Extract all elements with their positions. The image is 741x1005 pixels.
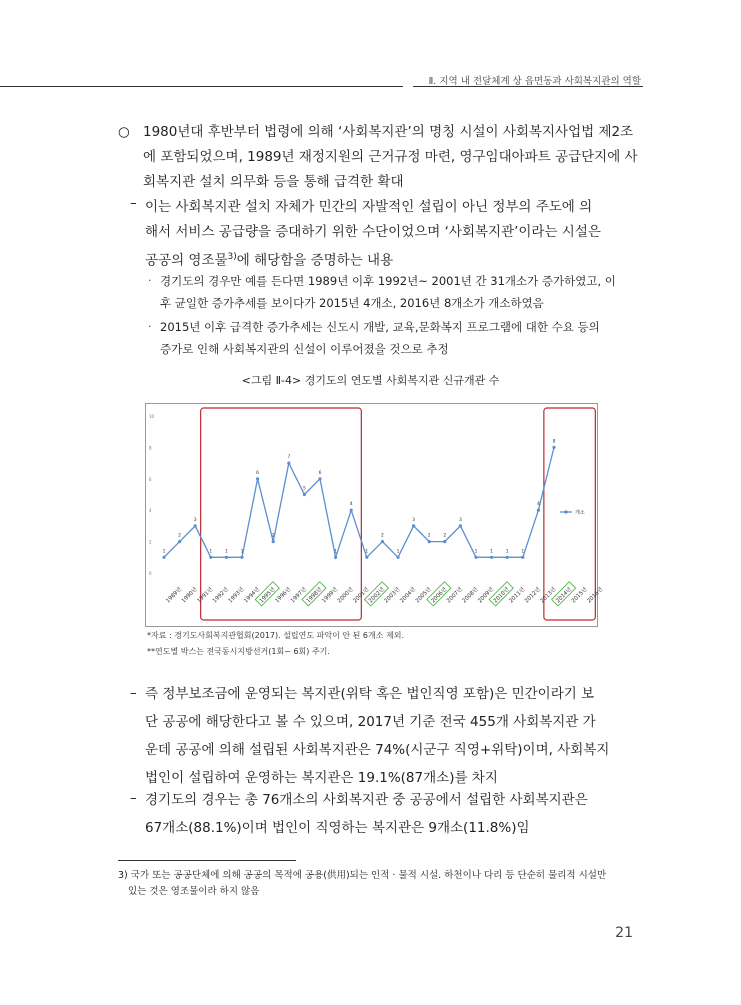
data-point (552, 446, 555, 449)
dash-marker: – (130, 790, 137, 806)
data-point (490, 556, 493, 559)
dash-paragraph-1 (145, 195, 640, 274)
x-tick-label: 1995년 (258, 586, 277, 605)
x-tick-label: 2012년 (523, 586, 542, 605)
data-label: 1 (505, 549, 509, 555)
data-label: 5 (302, 486, 306, 492)
sub-paragraph-1 (160, 270, 642, 314)
x-tick-group (164, 585, 183, 604)
data-point (209, 556, 212, 559)
data-point (459, 524, 462, 527)
dash2-line-1: 즉 정부보조금에 운영되는 복지관(위탁 혹은 법인직영 포함)은 민간이라기 보 (145, 686, 595, 702)
data-point (240, 556, 243, 559)
x-tick-label: 1994년 (243, 586, 262, 605)
x-tick-label: 2000년 (336, 586, 355, 605)
data-point (287, 462, 290, 465)
x-tick-group (585, 585, 604, 604)
data-label: 1 (521, 549, 525, 555)
line-chart (146, 404, 605, 626)
y-tick-label: 0 (149, 571, 152, 576)
x-tick-label: 2013년 (539, 586, 558, 605)
main-line-1: 1980년대 후반부터 법령에 의해 ‘사회복지관’의 명칭 시설이 사회복지사업법 제2조 (143, 124, 634, 140)
data-label: 1 (162, 549, 166, 555)
x-tick-group (523, 585, 542, 604)
data-point (256, 477, 259, 480)
data-label: 3 (458, 517, 462, 523)
figure-source-note: *자료 : 경기도사회복지관협회(2017). 설립연도 파악이 안 된 6개소 제외. (147, 631, 405, 640)
data-point (334, 556, 337, 559)
data-label: 6 (256, 470, 260, 476)
data-label: 1 (396, 549, 400, 555)
x-tick-group (569, 585, 588, 604)
x-tick-group (538, 585, 557, 604)
figure-caption: <그림 Ⅱ-4> 경기도의 연도별 사회복지관 신규개관 수 (241, 374, 500, 387)
dash2-line-2: 단 공공에 해당한다고 볼 수 있으며, 2017년 기준 전국 455개 사회복지관 가 (145, 714, 596, 730)
data-point (412, 524, 415, 527)
data-label: 1 (365, 549, 369, 555)
x-tick-label: 1990년 (180, 586, 199, 605)
x-tick-group (289, 585, 308, 604)
x-tick-group (226, 585, 245, 604)
data-label: 3 (193, 517, 197, 523)
x-tick-label: 2009년 (477, 586, 496, 605)
footnote-text (118, 868, 606, 900)
data-label: 1 (490, 549, 494, 555)
dash-paragraph-2 (145, 680, 640, 792)
data-point (428, 540, 431, 543)
data-point (537, 509, 540, 512)
data-point (318, 477, 321, 480)
x-tick-label: 2015년 (570, 586, 589, 605)
data-label: 6 (318, 470, 322, 476)
x-tick-group (398, 585, 417, 604)
data-point (303, 493, 306, 496)
data-point (396, 556, 399, 559)
x-tick-group (382, 585, 401, 604)
main-paragraph (143, 120, 643, 195)
x-tick-label: 2008년 (461, 586, 480, 605)
x-tick-label: 2010년 (492, 586, 511, 605)
x-tick-label: 1992년 (211, 586, 230, 605)
data-label: 2 (178, 533, 182, 539)
x-tick-label: 2014년 (555, 586, 574, 605)
x-tick-group (476, 585, 495, 604)
dash-marker: – (130, 685, 137, 701)
x-tick-group (273, 585, 292, 604)
data-point (365, 556, 368, 559)
x-tick-label: 1998년 (305, 586, 324, 605)
data-label: 1 (334, 549, 338, 555)
x-tick-group (445, 585, 464, 604)
sub2-line-1: 2015년 이후 급격한 증가추세는 신도시 개발, 교육,문화복지 프로그램에 대한 수요 등의 (160, 320, 600, 334)
x-tick-group (195, 585, 214, 604)
x-tick-label: 1993년 (227, 586, 246, 605)
data-point (443, 540, 446, 543)
data-point (381, 540, 384, 543)
data-point (178, 540, 181, 543)
y-tick-label: 10 (149, 414, 155, 419)
x-tick-label: 1997년 (289, 586, 308, 605)
main-line-3: 회복지관 설치 의무화 등을 통해 급격한 확대 (143, 174, 404, 190)
series-line (164, 447, 554, 557)
data-label: 2 (271, 533, 275, 539)
dash3-line-2: 67개소(88.1%)이며 법인이 직영하는 복지관은 9개소(11.8%)임 (145, 820, 530, 836)
dash2-line-3: 운데 공공에 의해 설립된 사회복지관은 74%(시군구 직영+위탁)이며, 사회복지 (145, 742, 610, 758)
data-label: 1 (240, 549, 244, 555)
y-tick-label: 8 (149, 445, 152, 451)
x-tick-group (211, 585, 230, 604)
x-tick-label: 2004년 (399, 586, 418, 605)
y-tick-label: 6 (149, 476, 152, 482)
data-label: 4 (536, 502, 540, 508)
middle-dot-marker: · (148, 320, 152, 333)
dash1-line-2: 해서 서비스 공급량을 증대하기 위한 수단이었으며 ‘사회복지관’이라는 시설은 (145, 224, 601, 240)
dash3-line-1: 경기도의 경우는 총 76개소의 사회복지관 중 공공에서 설립한 사회복지관은 (145, 792, 588, 808)
main-line-2: 에 포함되었으며, 1989년 재정지원의 근거규정 마련, 영구임대아파트 공급단지에 사 (143, 149, 638, 165)
sub1-line-1: 경기도의 경우만 예를 든다면 1989년 이후 1992년~ 2001년 간 31개소가 증가하였고, 이 (160, 274, 616, 288)
data-label: 2 (380, 533, 384, 539)
x-tick-label: 2002년 (367, 586, 386, 605)
data-point (521, 556, 524, 559)
x-tick-group (351, 585, 370, 604)
x-tick-label: 1989년 (165, 586, 184, 605)
x-tick-label: 1999년 (321, 586, 340, 605)
chart-frame (145, 403, 605, 627)
x-tick-group (335, 585, 354, 604)
x-tick-label: 2016년 (586, 586, 605, 605)
data-point (225, 556, 228, 559)
footnote-rule (118, 860, 296, 861)
header-section-title: Ⅱ. 지역 내 전달체계 상 읍면동과 사회복지관의 역할 (428, 76, 641, 87)
footnote-line-2: 있는 것은 영조물이라 하지 않음 (128, 886, 260, 897)
data-label: 1 (474, 549, 478, 555)
data-point (194, 524, 197, 527)
sub-paragraph-2 (160, 316, 642, 360)
legend-marker (564, 510, 567, 513)
data-point (162, 556, 165, 559)
x-tick-group (413, 585, 432, 604)
data-point (474, 556, 477, 559)
x-tick-label: 1991년 (196, 586, 215, 605)
data-label: 7 (287, 455, 291, 461)
data-label: 3 (412, 517, 416, 523)
footnote-ref[interactable]: 3) (227, 252, 237, 262)
data-label: 2 (427, 533, 431, 539)
figure-box-note: **연도별 박스는 전국동시지방선거(1회~ 6회) 주기. (147, 647, 330, 656)
dash1-line-1: 이는 사회복지관 설치 자체가 민간의 자발적인 설립이 아닌 정부의 주도에 의 (145, 199, 593, 215)
x-tick-label: 2005년 (414, 586, 433, 605)
page-number: 21 (615, 925, 633, 941)
dash2-line-4: 법인이 설립하여 운영하는 복지관은 19.1%(87개소)를 차지 (145, 770, 498, 786)
x-tick-label: 2007년 (445, 586, 464, 605)
footnote-line-1: 3) 국가 또는 공공단체에 의해 공공의 목적에 공용(供用)되는 인적 · 물적 시설. 하천이나 다리 등 단순히 물리적 시설만 (118, 870, 607, 881)
y-tick-label: 2 (149, 539, 152, 545)
y-tick-label: 4 (149, 508, 152, 514)
sub1-line-2: 후 균일한 증가추세를 보이다가 2015년 4개소, 2016년 8개소가 개소하였음 (160, 296, 544, 310)
x-tick-label: 2001년 (352, 586, 371, 605)
dash1-line3-text-post: 에 해당함을 증명하는 내용 (236, 252, 394, 269)
data-point (506, 556, 509, 559)
x-tick-group (179, 585, 198, 604)
sub2-line-2: 증가로 인해 사회복지관의 신설이 이루어졌을 것으로 추정 (160, 342, 449, 356)
x-tick-label: 2006년 (430, 586, 449, 605)
legend-label: 개소 (575, 510, 585, 516)
data-label: 1 (209, 549, 213, 555)
middle-dot-marker: · (148, 274, 152, 287)
dash1-line3-text: 공공의 영조물 (145, 252, 228, 269)
x-tick-label: 2011년 (508, 586, 527, 605)
dash-marker: – (130, 195, 137, 211)
circle-bullet-icon: ○ (118, 124, 130, 140)
data-label: 1 (224, 549, 228, 555)
x-tick-group (460, 585, 479, 604)
data-label: 2 (443, 533, 447, 539)
data-point (350, 509, 353, 512)
x-tick-group (320, 585, 339, 604)
dash-paragraph-3 (145, 786, 640, 842)
x-tick-group (507, 585, 526, 604)
header-rule-left (0, 86, 403, 87)
x-tick-label: 2003년 (383, 586, 402, 605)
data-point (272, 540, 275, 543)
x-tick-label: 1996년 (274, 586, 293, 605)
x-tick-group (242, 585, 261, 604)
data-label: 8 (552, 439, 556, 445)
data-label: 4 (349, 502, 353, 508)
